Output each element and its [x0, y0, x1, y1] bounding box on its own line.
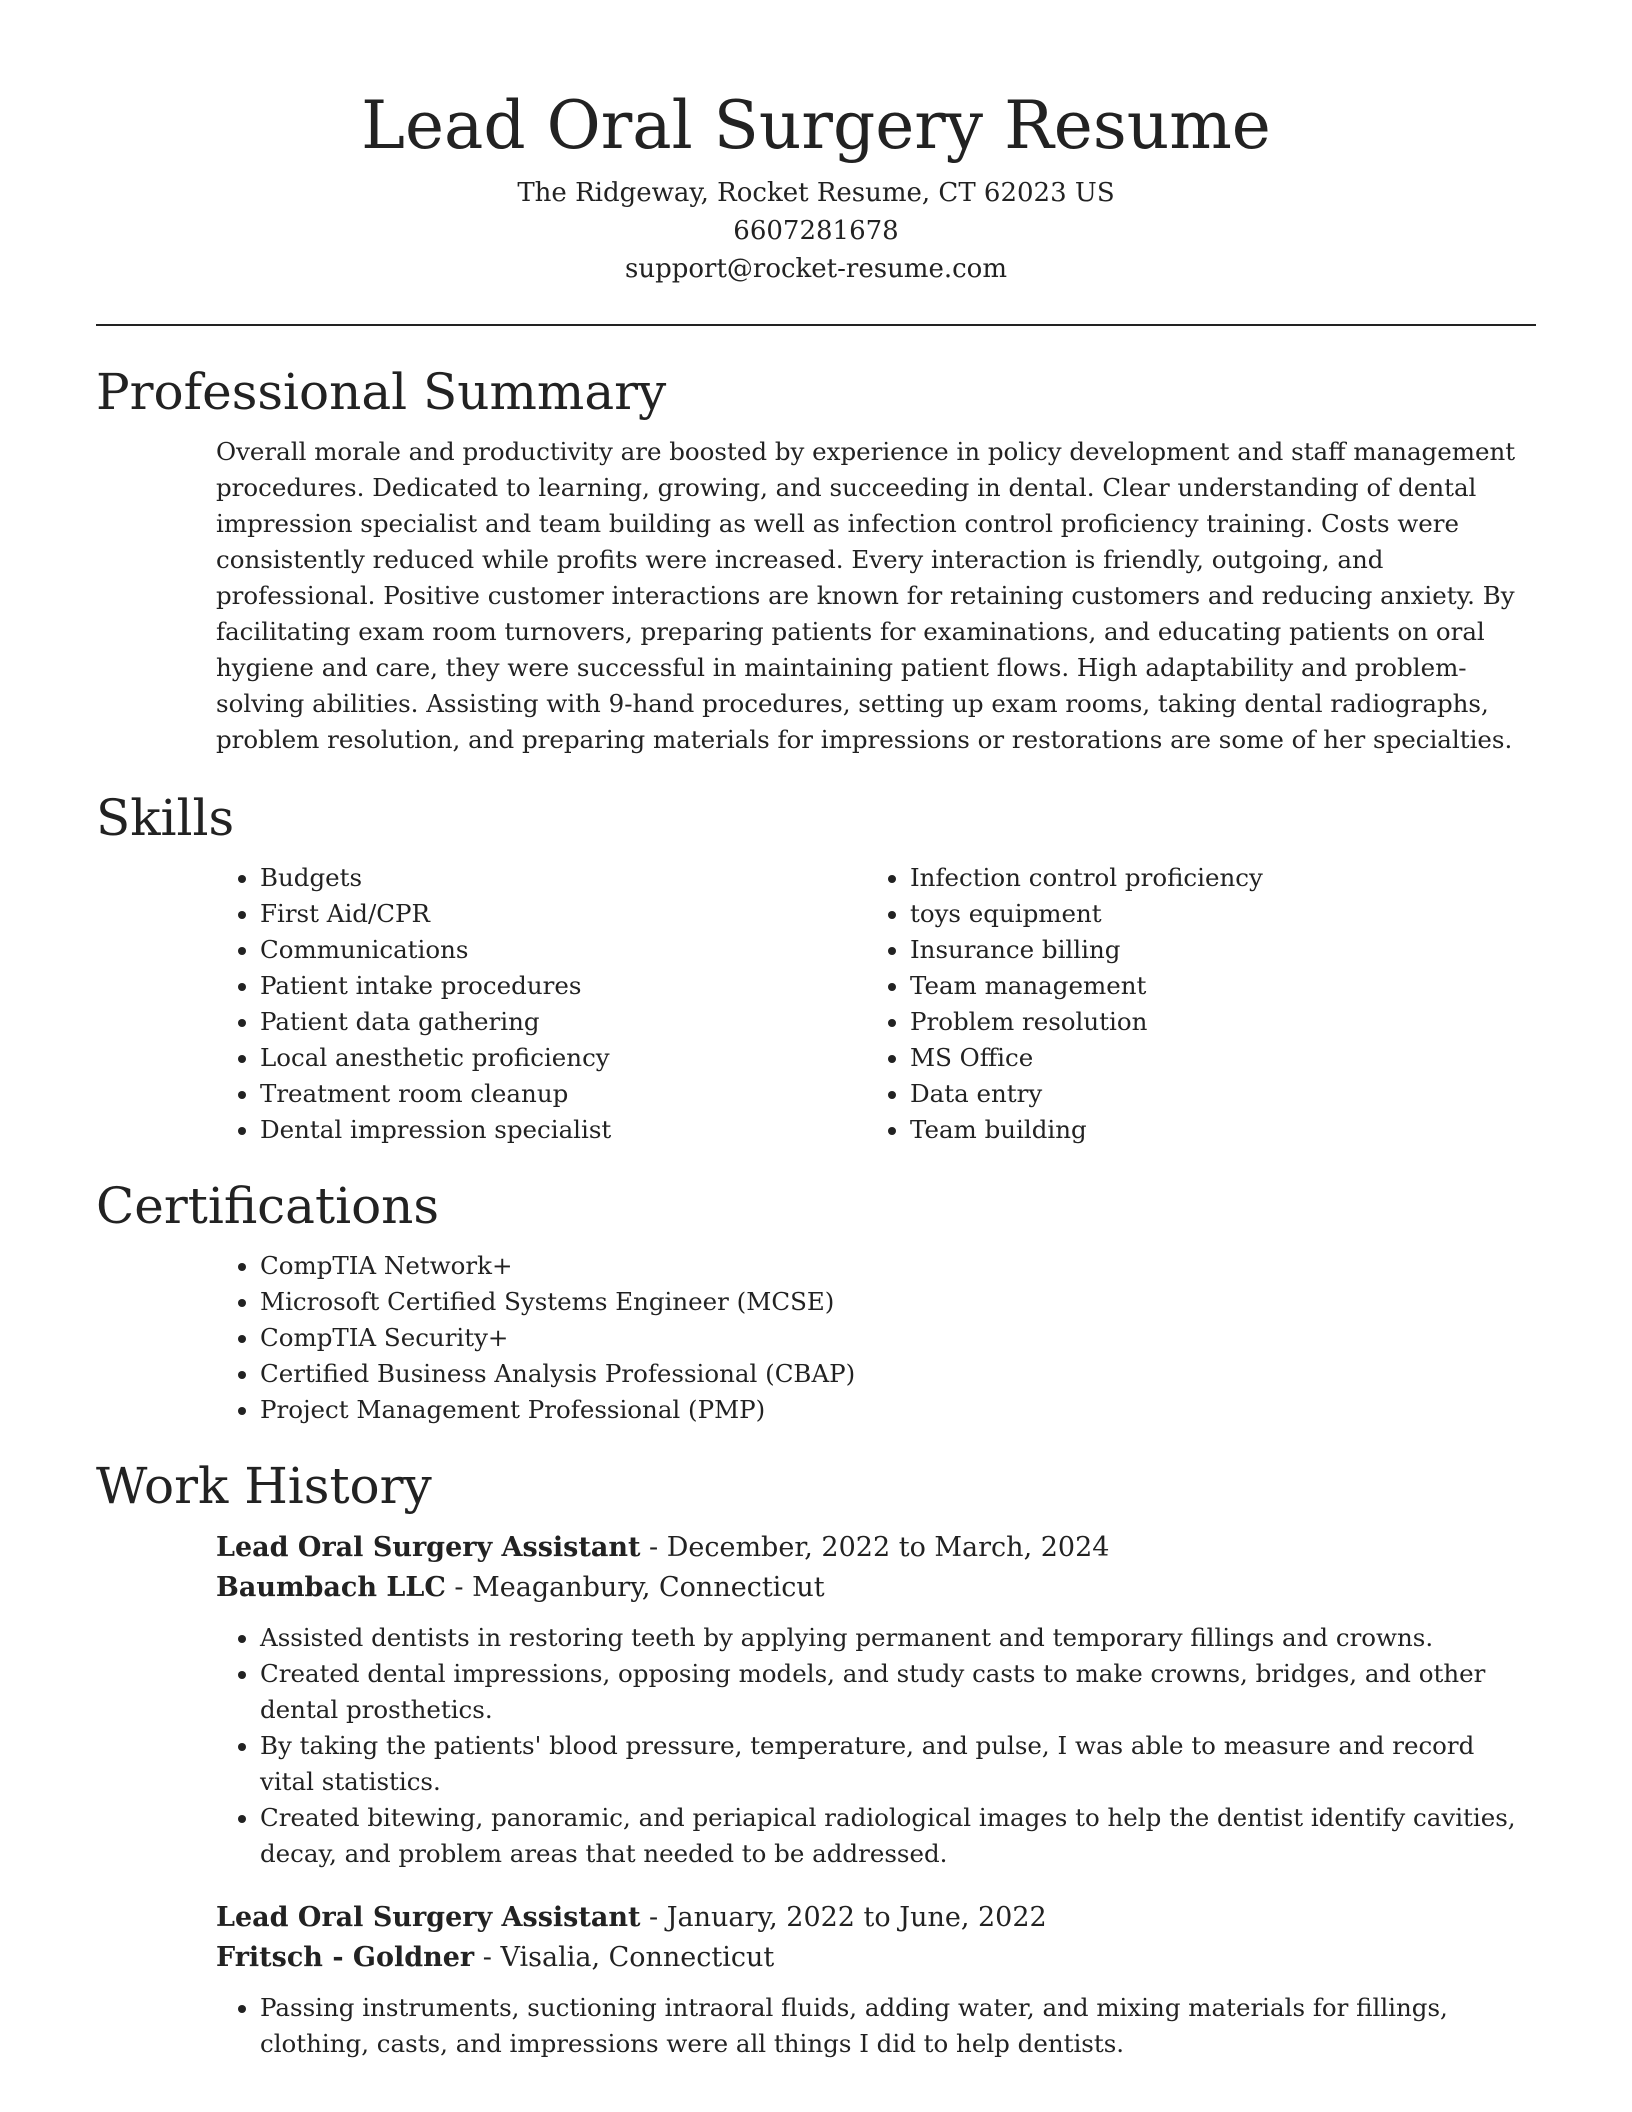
skills-column-right	[866, 860, 1516, 1148]
skill-item: • Treatment room cleanup	[260, 1076, 866, 1112]
job-dates: - January, 2022 to June, 2022	[640, 1902, 1047, 1933]
summary-text: Overall morale and productivity are boosted by experience in policy development and staff management procedures. Dedicated to learning, growing, and succeeding in dental. Clear understanding of dental impression specialist and team building as well as infection control proficiency training. Costs were consistently reduced while profits were increased. Every interaction is friendly, outgoing, and professional. Positive customer interactions are known for retaining customers and reducing anxiety. By facilitating exam room turnovers, preparing patients for examinations, and educating patients on oral hygiene and care, they were successful in maintaining patient flows. High adaptability and problem-solving abilities. Assisting with 9-hand procedures, setting up exam rooms, taking dental radiographs, problem resolution, and preparing materials for impressions or restorations are some of her specialties.	[216, 437, 1516, 754]
skill-item: • toys equipment	[910, 896, 1516, 932]
certification-item: • Certified Business Analysis Professional (CBAP)	[260, 1356, 1536, 1392]
work-history-heading: Work History	[96, 1457, 432, 1515]
job-company-line	[216, 1568, 1536, 1608]
skill-item: • Problem resolution	[910, 1004, 1516, 1040]
certification-item: • CompTIA Security+	[260, 1320, 1536, 1356]
job-entry	[216, 1898, 1536, 2062]
skills-heading: Skills	[96, 789, 235, 847]
resume-header	[96, 0, 1536, 288]
work-history-section	[96, 1454, 1536, 2062]
skills-section	[96, 786, 1536, 1148]
skill-item: • Patient intake procedures	[260, 968, 866, 1004]
job-company: Baumbach LLC	[216, 1572, 446, 1603]
job-bullet: • By taking the patients' blood pressure, temperature, and pulse, I was able to measure and record vital statistics.	[260, 1728, 1536, 1800]
skill-item: • Dental impression specialist	[260, 1112, 866, 1148]
skill-item: • Communications	[260, 932, 866, 968]
job-company-line	[216, 1938, 1536, 1978]
skill-item: • Team building	[910, 1112, 1516, 1148]
skill-item: • Insurance billing	[910, 932, 1516, 968]
skill-item: • Patient data gathering	[260, 1004, 866, 1040]
contact-address: The Ridgeway, Rocket Resume, CT 62023 US	[517, 178, 1115, 208]
certifications-heading: Certifications	[96, 1177, 440, 1235]
skill-item: • First Aid/CPR	[260, 896, 866, 932]
contact-email: support@rocket-resume.com	[624, 254, 1007, 284]
job-title: Lead Oral Surgery Assistant	[216, 1532, 641, 1563]
certification-item: • CompTIA Network+	[260, 1248, 1536, 1284]
certification-item: • Microsoft Certified Systems Engineer (MCSE)	[260, 1284, 1536, 1320]
summary-section	[96, 360, 1536, 758]
contact-phone: 6607281678	[733, 216, 899, 246]
job-title-line	[216, 1898, 1536, 1938]
skill-item: • MS Office	[910, 1040, 1516, 1076]
summary-heading: Professional Summary	[96, 363, 667, 421]
job-company: Fritsch - Goldner	[216, 1942, 475, 1973]
skill-item: • Budgets	[260, 860, 866, 896]
job-title: Lead Oral Surgery Assistant	[216, 1902, 641, 1933]
job-entry	[216, 1528, 1536, 1872]
job-title-line	[216, 1528, 1536, 1568]
certification-item: • Project Management Professional (PMP)	[260, 1392, 1536, 1428]
skills-column-left	[216, 860, 866, 1148]
skill-item: • Data entry	[910, 1076, 1516, 1112]
job-location: - Visalia, Connecticut	[474, 1942, 775, 1973]
skill-item: • Infection control proficiency	[910, 860, 1516, 896]
contact-info	[96, 174, 1536, 288]
job-bullet: • Created bitewing, panoramic, and periapical radiological images to help the dentist identify cavities, decay, and problem areas that needed to be addressed.	[260, 1800, 1536, 1872]
skills-columns	[216, 860, 1536, 1148]
job-dates: - December, 2022 to March, 2024	[640, 1532, 1110, 1563]
certifications-section	[96, 1174, 1536, 1428]
resume-title: Lead Oral Surgery Resume	[361, 87, 1271, 164]
certifications-list	[216, 1248, 1536, 1428]
job-bullet: • Passing instruments, suctioning intraoral fluids, adding water, and mixing materials for fillings, clothing, casts, and impressions were all things I did to help dentists.	[260, 1990, 1536, 2062]
skill-item: • Local anesthetic proficiency	[260, 1040, 866, 1076]
header-divider	[96, 324, 1536, 326]
job-bullet: • Created dental impressions, opposing models, and study casts to make crowns, bridges, and other dental prosthetics.	[260, 1656, 1536, 1728]
job-bullet: • Assisted dentists in restoring teeth by applying permanent and temporary fillings and crowns.	[260, 1620, 1536, 1656]
job-location: - Meaganbury, Connecticut	[445, 1572, 825, 1603]
skill-item: • Team management	[910, 968, 1516, 1004]
